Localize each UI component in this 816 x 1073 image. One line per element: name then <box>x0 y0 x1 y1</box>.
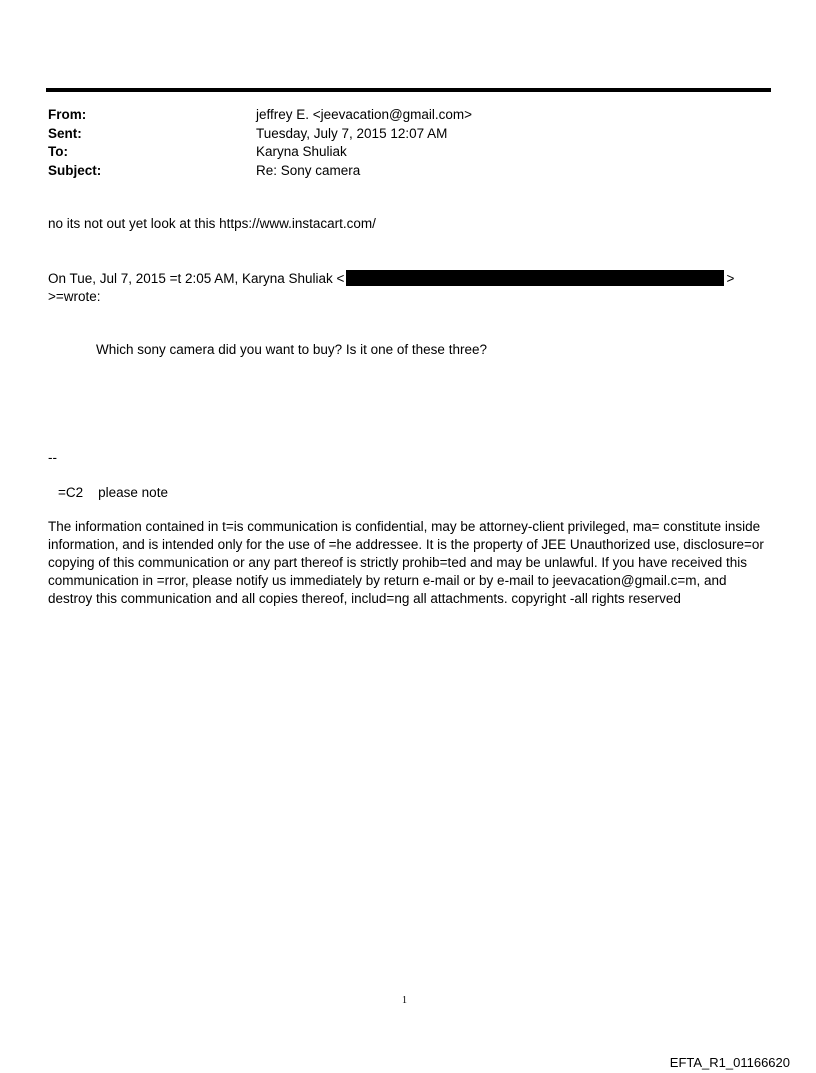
page-number: 1 <box>402 995 407 1006</box>
from-value: jeffrey E. <jeevacation@gmail.com> <box>256 107 473 122</box>
subject-value: Re: Sony camera <box>256 162 361 178</box>
sent-value: Tuesday, July 7, 2015 12:07 AM <box>256 125 448 141</box>
signature-dashes: -- <box>48 450 57 465</box>
disclaimer-paragraph: The information contained in t=is communication is confidential, may be attorney-client privileged, ma= constitute inside information, and is intended only for the use of =he addressee. It is the property of JEE Unauthorized use, disclosure=or copying of this communication or any part thereof is strictly prohib=ted and may be unlawful. If you have received this communication in =rror, please notify us immediately by return e-mail or by e-mail to jeevacation@gmail.c=m, and destroy this communication and all copies thereof, includ=ng all attachments. copyright -all rights reserved <box>48 519 764 606</box>
quoted-message: Which sony camera did you want to buy? Is it one of these three? <box>96 342 487 357</box>
quote-intro-suffix: > <box>726 271 735 286</box>
redaction-block <box>346 270 724 286</box>
from-row <box>48 106 748 125</box>
to-label: To: <box>48 144 68 159</box>
to-value: Karyna Shuliak <box>256 144 347 159</box>
from-label: From: <box>48 107 87 122</box>
subject-row <box>48 162 748 181</box>
reply-text: no its not out yet look at this https://www.instacart.com/ <box>48 216 376 231</box>
signature-note: =C2 please note <box>58 485 168 500</box>
sent-row <box>48 125 748 144</box>
email-header <box>48 106 748 180</box>
quote-intro-line2: >=wrote: <box>48 289 101 304</box>
bates-number: EFTA_R1_01166620 <box>669 1055 790 1070</box>
quote-intro-prefix: On Tue, Jul 7, 2015 =t 2:05 AM, Karyna Shuliak < <box>48 271 345 286</box>
subject-label: Subject: <box>48 162 102 178</box>
sent-label: Sent: <box>48 125 82 141</box>
to-row <box>48 143 748 162</box>
quote-intro <box>48 270 734 288</box>
header-divider <box>46 88 771 92</box>
